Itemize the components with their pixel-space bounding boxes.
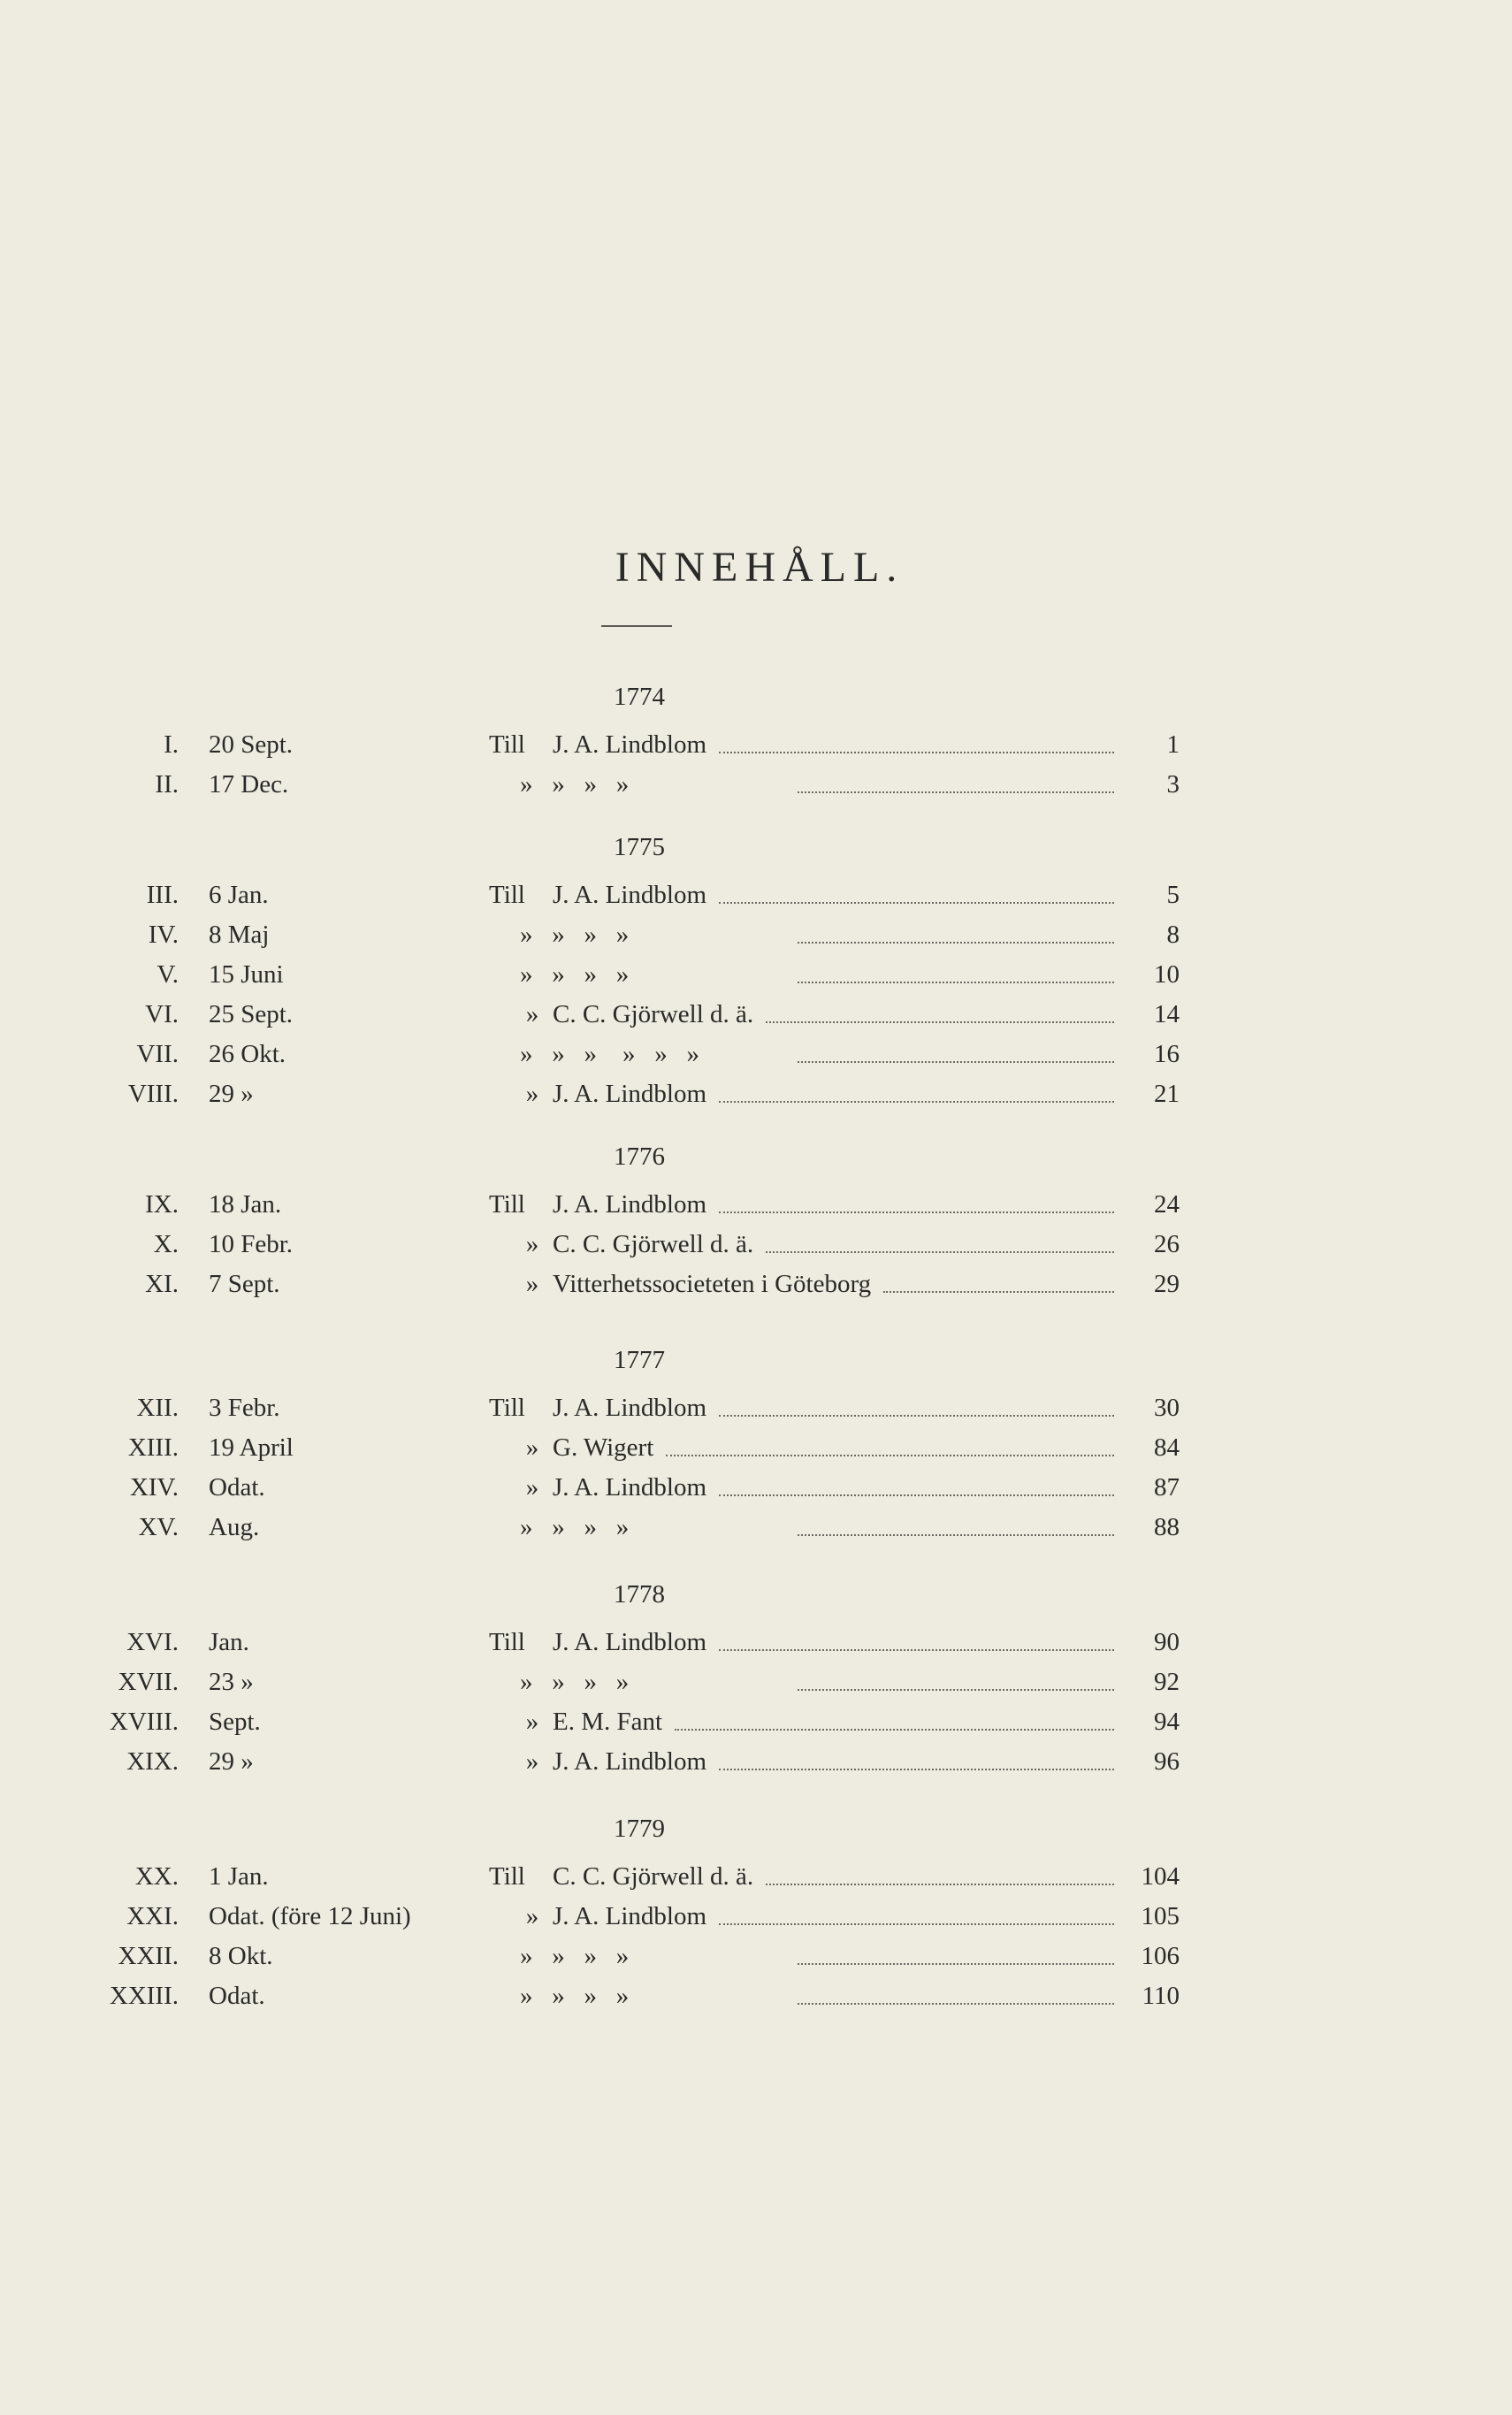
entry-number: III. <box>146 881 179 909</box>
list-item <box>0 995 1512 1034</box>
entry-date: Odat. <box>209 1473 265 1502</box>
page-number: 8 <box>1166 921 1180 949</box>
entry-date: 17 Dec. <box>209 770 289 799</box>
page-number: 94 <box>1154 1708 1180 1736</box>
year-heading: 1779 <box>614 1815 665 1843</box>
dot-leader <box>883 1291 1114 1293</box>
list-item <box>0 1857 1512 1896</box>
dot-leader <box>798 1689 1114 1691</box>
ditto-mark: » <box>525 1902 539 1930</box>
dot-leader <box>798 942 1114 944</box>
entry-till: Till <box>489 730 525 759</box>
entry-number: X. <box>153 1230 179 1258</box>
year-heading: 1774 <box>614 683 665 711</box>
entry-till: Till <box>489 1862 525 1891</box>
entry-date: 1 Jan. <box>209 1862 269 1891</box>
title-divider <box>601 625 672 627</box>
list-item <box>0 1897 1512 1936</box>
entry-number: XVI. <box>126 1628 179 1656</box>
entry-recipient: J. A. Lindblom <box>553 730 707 759</box>
entry-recipient: J. A. Lindblom <box>553 881 707 909</box>
dot-leader <box>666 1455 1114 1456</box>
page-title: INNEHÅLL. <box>615 544 905 591</box>
dot-leader <box>719 752 1114 753</box>
entry-recipient: C. C. Gjörwell d. ä. <box>553 1862 754 1891</box>
entry-number: XVIII. <box>109 1708 179 1736</box>
dot-leader <box>798 1061 1114 1063</box>
dot-leader <box>766 1884 1114 1885</box>
entry-recipient: C. C. Gjörwell d. ä. <box>553 1230 754 1258</box>
ditto-mark: » <box>525 1433 539 1462</box>
page-number: 106 <box>1141 1942 1180 1970</box>
entry-date: Aug. <box>209 1513 260 1541</box>
page-number: 26 <box>1154 1230 1180 1258</box>
entry-date: Sept. <box>209 1708 261 1736</box>
dot-leader <box>719 1769 1114 1770</box>
dot-leader <box>719 1101 1114 1103</box>
list-item <box>0 955 1512 994</box>
page-number: 84 <box>1154 1433 1180 1462</box>
entry-date: 10 Febr. <box>209 1230 294 1258</box>
entry-date: 23 » <box>209 1668 254 1696</box>
list-item <box>0 1976 1512 2015</box>
entry-till: Till <box>489 881 525 909</box>
entry-recipient: E. M. Fant <box>553 1708 663 1736</box>
dot-leader <box>798 1534 1114 1536</box>
list-item <box>0 875 1512 914</box>
entry-recipient: J. A. Lindblom <box>553 1190 707 1219</box>
entry-recipient: » » » » <box>520 770 630 799</box>
list-item <box>0 1937 1512 1976</box>
entry-date: 8 Okt. <box>209 1942 273 1970</box>
entry-date: Odat. (före 12 Juni) <box>209 1902 411 1930</box>
dot-leader <box>798 791 1114 793</box>
list-item <box>0 725 1512 764</box>
dot-leader <box>719 1923 1114 1925</box>
entry-number: XXIII. <box>109 1982 179 2010</box>
year-heading: 1778 <box>614 1580 665 1609</box>
ditto-mark: » <box>525 1080 539 1108</box>
list-item <box>0 1508 1512 1547</box>
entry-date: 7 Sept. <box>209 1270 280 1298</box>
entry-recipient: » » » » » » <box>520 1040 699 1068</box>
entry-date: 6 Jan. <box>209 881 269 909</box>
entry-number: XXII. <box>118 1942 179 1970</box>
list-item <box>0 1468 1512 1507</box>
entry-number: II. <box>155 770 179 799</box>
entry-till: Till <box>489 1190 525 1219</box>
dot-leader <box>719 902 1114 904</box>
entry-recipient: » » » » <box>520 960 630 989</box>
dot-leader <box>719 1415 1114 1417</box>
entry-number: VIII. <box>127 1080 179 1108</box>
entry-recipient: J. A. Lindblom <box>553 1394 707 1422</box>
page-number: 88 <box>1154 1513 1180 1541</box>
year-heading: 1775 <box>614 833 665 861</box>
page-number: 90 <box>1154 1628 1180 1656</box>
ditto-mark: » <box>525 1270 539 1298</box>
page-number: 10 <box>1154 960 1180 989</box>
list-item <box>0 1185 1512 1224</box>
entry-date: 18 Jan. <box>209 1190 282 1219</box>
year-heading: 1777 <box>614 1346 665 1374</box>
entry-recipient: » » » » <box>520 1942 630 1970</box>
ditto-mark: » <box>525 1230 539 1258</box>
dot-leader <box>675 1729 1114 1731</box>
entry-date: 15 Juni <box>209 960 284 989</box>
page-number: 21 <box>1154 1080 1180 1108</box>
entry-recipient: J. A. Lindblom <box>553 1628 707 1656</box>
entry-number: IV. <box>148 921 179 949</box>
list-item <box>0 1074 1512 1113</box>
year-heading: 1776 <box>614 1143 665 1171</box>
entry-number: I. <box>164 730 179 759</box>
dot-leader <box>798 2003 1114 2005</box>
dot-leader <box>798 1963 1114 1965</box>
entry-date: 8 Maj <box>209 921 270 949</box>
entry-recipient: Vitterhetssocieteten i Göteborg <box>553 1270 872 1298</box>
entry-date: 25 Sept. <box>209 1000 294 1028</box>
page-number: 3 <box>1166 770 1180 799</box>
page-number: 30 <box>1154 1394 1180 1422</box>
entry-date: 29 » <box>209 1747 254 1776</box>
entry-number: XIII. <box>127 1433 179 1462</box>
list-item <box>0 915 1512 954</box>
page-number: 29 <box>1154 1270 1180 1298</box>
entry-date: Odat. <box>209 1982 265 2010</box>
entry-recipient: J. A. Lindblom <box>553 1473 707 1502</box>
list-item <box>0 1662 1512 1701</box>
entry-number: VI. <box>145 1000 179 1028</box>
entry-recipient: J. A. Lindblom <box>553 1747 707 1776</box>
page-number: 14 <box>1154 1000 1180 1028</box>
entry-date: 20 Sept. <box>209 730 294 759</box>
entry-date: 26 Okt. <box>209 1040 286 1068</box>
list-item <box>0 1702 1512 1741</box>
entry-recipient: » » » » <box>520 1668 630 1696</box>
entry-number: VII. <box>136 1040 179 1068</box>
ditto-mark: » <box>525 1473 539 1502</box>
page-number: 105 <box>1141 1902 1180 1930</box>
dot-leader <box>766 1021 1114 1023</box>
entry-number: XXI. <box>126 1902 179 1930</box>
ditto-mark: » <box>525 1708 539 1736</box>
entry-recipient: J. A. Lindblom <box>553 1080 707 1108</box>
entry-recipient: C. C. Gjörwell d. ä. <box>553 1000 754 1028</box>
entry-number: V. <box>157 960 179 989</box>
entry-recipient: J. A. Lindblom <box>553 1902 707 1930</box>
list-item <box>0 1742 1512 1781</box>
entry-number: XI. <box>145 1270 179 1298</box>
page-number: 1 <box>1166 730 1180 759</box>
entry-number: XVII. <box>118 1668 179 1696</box>
entry-number: XII. <box>136 1394 179 1422</box>
list-item <box>0 1265 1512 1303</box>
entry-till: Till <box>489 1628 525 1656</box>
entry-number: XX. <box>134 1862 179 1891</box>
ditto-mark: » <box>525 1747 539 1776</box>
dot-leader <box>719 1494 1114 1496</box>
page-number: 24 <box>1154 1190 1180 1219</box>
entry-recipient: » » » » <box>520 1982 630 2010</box>
page-number: 5 <box>1166 881 1180 909</box>
list-item <box>0 1225 1512 1264</box>
list-item <box>0 1388 1512 1427</box>
list-item <box>0 1035 1512 1074</box>
dot-leader <box>719 1211 1114 1213</box>
ditto-mark: » <box>525 1000 539 1028</box>
list-item <box>0 765 1512 804</box>
page-number: 110 <box>1142 1982 1180 2010</box>
entry-number: XIV. <box>129 1473 179 1502</box>
entry-till: Till <box>489 1394 525 1422</box>
entry-date: Jan. <box>209 1628 249 1656</box>
page-number: 92 <box>1154 1668 1180 1696</box>
entry-recipient: G. Wigert <box>553 1433 654 1462</box>
dot-leader <box>798 982 1114 983</box>
entry-recipient: » » » » <box>520 1513 630 1541</box>
page-number: 87 <box>1154 1473 1180 1502</box>
list-item <box>0 1428 1512 1467</box>
entry-number: IX. <box>145 1190 179 1219</box>
entry-date: 3 Febr. <box>209 1394 280 1422</box>
dot-leader <box>719 1649 1114 1651</box>
entry-number: XV. <box>138 1513 179 1541</box>
entry-date: 29 » <box>209 1080 254 1108</box>
entry-number: XIX. <box>126 1747 179 1776</box>
page-number: 16 <box>1154 1040 1180 1068</box>
entry-date: 19 April <box>209 1433 294 1462</box>
page-number: 96 <box>1154 1747 1180 1776</box>
entry-recipient: » » » » <box>520 921 630 949</box>
list-item <box>0 1623 1512 1662</box>
dot-leader <box>766 1251 1114 1253</box>
page-number: 104 <box>1141 1862 1180 1891</box>
